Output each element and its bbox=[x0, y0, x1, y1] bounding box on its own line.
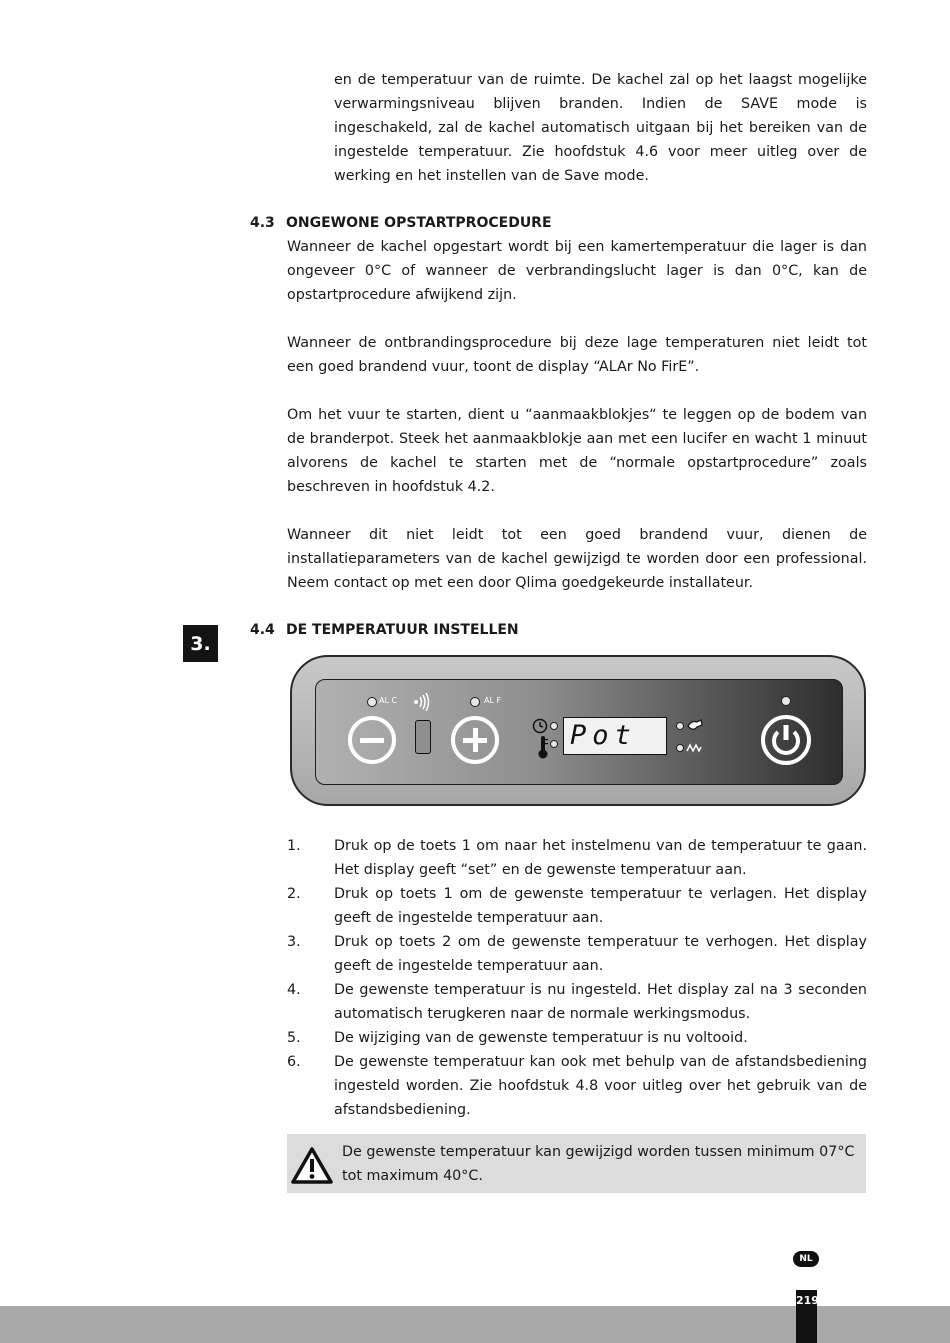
clock-led bbox=[550, 722, 558, 730]
power-led bbox=[781, 696, 791, 706]
thermometer-icon bbox=[536, 735, 550, 759]
step-number: 2. bbox=[287, 886, 301, 902]
warning-note bbox=[287, 1134, 866, 1193]
step-text: Druk op de toets 1 om naar het instelmenu van de temperatuur te gaan. Het display geeft “set” en de gewenste temperatuur aan. bbox=[334, 838, 867, 878]
intro-paragraph: en de temperatuur van de ruimte. De kachel zal op het laagst mogelijke verwarmingsniveau blijven branden. Indien de SAVE mode is ingeschakeld, zal de kachel automatisch uitgaan bij het bereiken van de ingestelde temperatuur. Zie hoofdstuk 4.6 voor meer uitleg over de werking en het instellen van de Save mode. bbox=[334, 72, 867, 184]
thermometer-led bbox=[550, 740, 558, 748]
paragraph: Wanneer dit niet leidt tot een goed brandend vuur, dienen de installatieparameters van de kachel gewijzigd te worden door een professional. Neem contact op met een door Qlima goedgekeurde installateur. bbox=[287, 527, 867, 591]
minus-button-icon[interactable] bbox=[347, 715, 397, 765]
alarm-f-led bbox=[470, 697, 480, 707]
paragraph: Om het vuur te starten, dient u “aanmaakblokjes“ te leggen op de bodem van de branderpot. Steek het aanmaakblokje aan met een lucifer en wacht 1 minuut alvorens de kachel te starten met de “normale opstartprocedure” zoals beschreven in hoofdstuk 4.2. bbox=[287, 407, 867, 495]
list-item bbox=[287, 930, 867, 978]
heat-led bbox=[676, 744, 684, 752]
plus-button-icon[interactable] bbox=[450, 715, 500, 765]
list-item bbox=[287, 978, 867, 1026]
list-item bbox=[287, 1026, 867, 1050]
clock-icon bbox=[532, 718, 548, 734]
step-text: Druk op toets 2 om de gewenste temperatuur te verhogen. Het display geeft de ingestelde temperatuur aan. bbox=[334, 934, 867, 974]
warning-triangle-icon bbox=[291, 1147, 333, 1184]
chapter-tab: 3. bbox=[183, 625, 218, 662]
paragraph: Wanneer de kachel opgestart wordt bij een kamertemperatuur die lager is dan ongeveer 0°C of wanneer de verbrandingslucht lager is dan 0°C, kan de opstartprocedure afwijkend zijn. bbox=[287, 239, 867, 303]
fan-led bbox=[676, 722, 684, 730]
page-number: 219 bbox=[796, 1290, 817, 1343]
step-text: De wijziging van de gewenste temperatuur is nu voltooid. bbox=[334, 1030, 748, 1046]
language-badge: NL bbox=[793, 1251, 819, 1267]
control-panel bbox=[290, 655, 866, 806]
remote-signal-icon bbox=[413, 693, 433, 711]
section-number: 4.4 bbox=[250, 622, 275, 638]
section-title: DE TEMPERATUUR INSTELLEN bbox=[286, 622, 519, 638]
section-title: ONGEWONE OPSTARTPROCEDURE bbox=[286, 215, 552, 231]
warning-text: De gewenste temperatuur kan gewijzigd worden tussen minimum 07°C tot maximum 40°C. bbox=[342, 1144, 855, 1184]
step-number: 6. bbox=[287, 1054, 301, 1070]
step-text: De gewenste temperatuur kan ook met behulp van de afstandsbediening ingesteld worden. Zie hoofdstuk 4.8 voor uitleg over het gebruik van de afstandsbediening. bbox=[334, 1054, 867, 1118]
section-number: 4.3 bbox=[250, 215, 275, 231]
step-number: 5. bbox=[287, 1030, 301, 1046]
ir-receiver-window bbox=[415, 720, 431, 754]
step-text: Druk op toets 1 om de gewenste temperatuur te verlagen. Het display geeft de ingestelde temperatuur aan. bbox=[334, 886, 867, 926]
list-item bbox=[287, 834, 867, 882]
list-item bbox=[287, 1050, 867, 1122]
heat-wave-icon bbox=[686, 742, 702, 754]
step-text: De gewenste temperatuur is nu ingesteld. Het display zal na 3 seconden automatisch terugkeren naar de normale werkingsmodus. bbox=[334, 982, 867, 1022]
lcd-display: Pot bbox=[563, 717, 667, 755]
list-item bbox=[287, 882, 867, 930]
alarm-c-led bbox=[367, 697, 377, 707]
alarm-f-label: AL F bbox=[484, 696, 502, 705]
alarm-c-label: AL C bbox=[379, 696, 398, 705]
step-number: 4. bbox=[287, 982, 301, 998]
step-number: 3. bbox=[287, 934, 301, 950]
control-panel-face bbox=[315, 679, 843, 785]
fan-icon bbox=[686, 719, 704, 733]
steps-list bbox=[287, 834, 867, 1122]
step-number: 1. bbox=[287, 838, 301, 854]
power-icon[interactable] bbox=[760, 714, 812, 766]
paragraph: Wanneer de ontbrandingsprocedure bij deze lage temperaturen niet leidt tot een goed brandend vuur, toont de display “ALAr No FirE”. bbox=[287, 335, 867, 375]
